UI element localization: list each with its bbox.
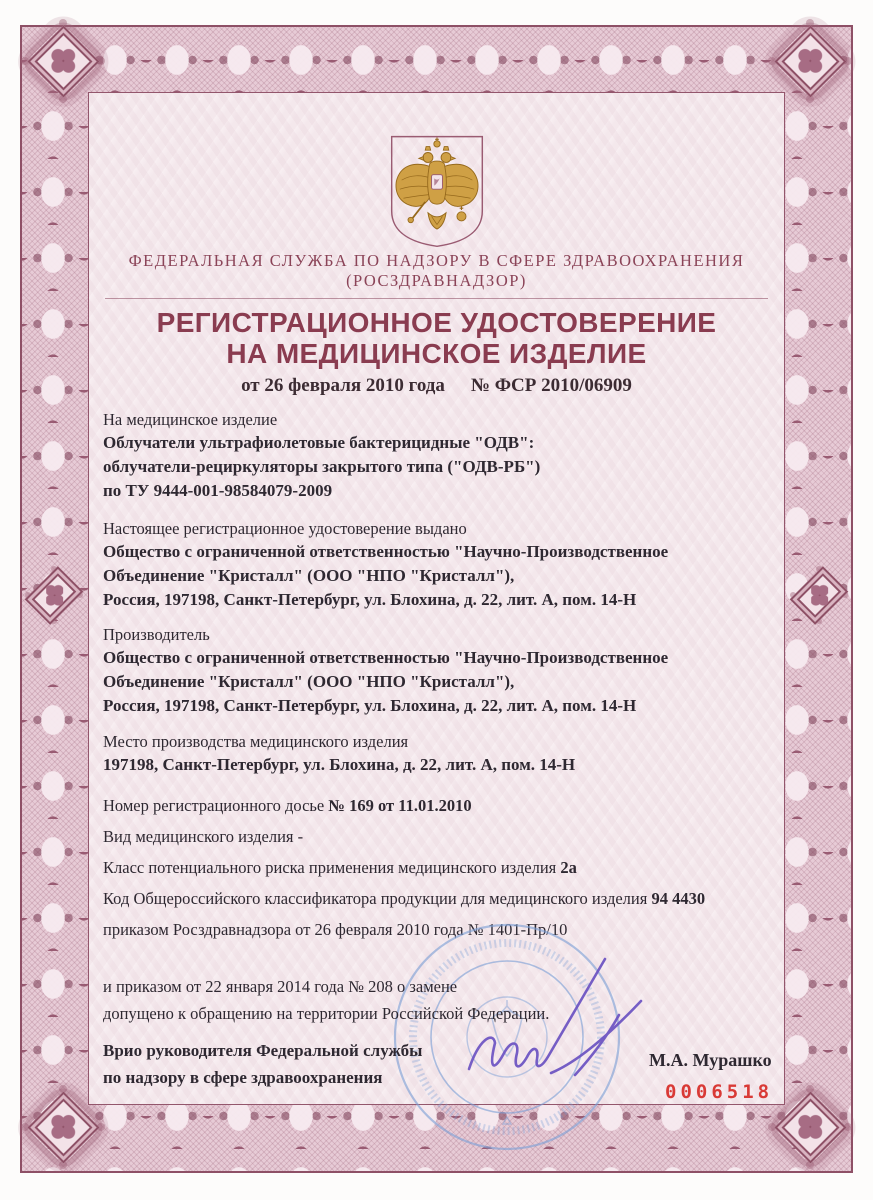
title-line1: РЕГИСТРАЦИОННОЕ УДОСТОВЕРЕНИЕ [156,307,717,338]
certificate-title [103,307,770,369]
agency-line1: ФЕДЕРАЛЬНАЯ СЛУЖБА ПО НАДЗОРУ В СФЕРЕ ЗДРАВООХРАНЕНИЯ [128,251,745,270]
manufacturer-label: Производитель [103,625,210,644]
certificate-content [89,93,784,941]
risk-class-row [103,857,770,879]
dossier-value: № 169 от 11.01.2010 [328,796,472,815]
ornament-diamond [25,566,84,625]
ornament-core [46,584,63,606]
manufacturer [103,646,770,718]
signer-title [103,1037,422,1091]
edge-ornament-icon [22,552,86,638]
issued-line: Объединение "Кристалл" (ООО "НПО "Кристалл"), [103,566,515,585]
issue-date-line [103,375,770,397]
issue-date: от 26 февраля 2010 года [241,375,445,396]
issued-line: Россия, 197198, Санкт-Петербург, ул. Блохина, д. 22, лит. А, пом. 14-Н [103,590,637,609]
serial-number: 0006518 [665,1081,774,1103]
risk-class-value: 2а [560,858,577,877]
issued-line: Общество с ограниченной ответственностью "Научно-Производственное [103,542,669,561]
amendment-line1: и приказом от 22 января 2014 года № 208 о замене [103,977,458,996]
title-line2: НА МЕДИЦИНСКОЕ ИЗДЕЛИЕ [226,338,647,369]
device-line: Облучатели ультрафиолетовые бактерицидные "ОДВ": [103,433,535,452]
risk-class-label: Класс потенциального риска применения медицинского изделия [103,858,557,877]
ornament-diamond [774,25,846,97]
device-name [103,431,770,503]
issued-label: Настоящее регистрационное удостоверение выдано [103,519,467,538]
certificate-number: № ФСР 2010/06909 [470,375,632,396]
ornament-core [798,1115,822,1139]
header-divider [105,298,768,299]
agency-line2: (РОСЗДРАВНАДЗОР) [346,271,527,290]
ornament-diamond [790,566,849,625]
signature-ink [455,943,655,1101]
device-label: На медицинское изделие [103,410,278,429]
device-line: по ТУ 9444-001-98584079-2009 [103,481,333,500]
device-kind-row: Вид медицинского изделия - [103,827,304,846]
manufacturer-line: Россия, 197198, Санкт-Петербург, ул. Блохина, д. 22, лит. А, пом. 14-Н [103,696,637,715]
ornament-core [798,49,822,73]
issued-to [103,540,770,612]
dossier-label: Номер регистрационного досье [103,796,325,815]
manufacturer-line: Общество с ограниченной ответственностью "Научно-Производственное [103,648,669,667]
ornament-diamond [27,25,99,97]
agency-name [103,251,770,291]
manufacturer-line: Объединение "Кристалл" (ООО "НПО "Кристалл"), [103,672,515,691]
device-line: облучатели-рециркуляторы закрытого типа ("ОДВ-РБ") [103,457,541,476]
amendment-line2: допущено к обращению на территории Российской Федерации. [103,1004,550,1023]
ornament-core [51,1115,75,1139]
order-row: приказом Росздравнадзора от 26 февраля 2010 года № 1401-Пр/10 [103,920,568,939]
ornament-core [51,49,75,73]
production-place-label: Место производства медицинского изделия [103,732,409,751]
okp-code-value: 94 4430 [651,889,706,908]
signer-title-line1: Врио руководителя Федеральной службы [103,1041,423,1060]
edge-ornament-icon [787,552,851,638]
signer-name: М.А. Мурашко [649,1050,772,1070]
dossier-row [103,795,770,817]
coat-of-arms-eagle-icon [382,133,492,249]
production-place-value: 197198, Санкт-Петербург, ул. Блохина, д. 22, лит. А, пом. 14-Н [103,755,576,774]
ornament-core [811,584,828,606]
signer-title-line2: по надзору в сфере здравоохранения [103,1068,383,1087]
okp-code-label: Код Общероссийского классификатора продукции для медицинского изделия [103,889,648,908]
okp-code-row [103,888,770,910]
